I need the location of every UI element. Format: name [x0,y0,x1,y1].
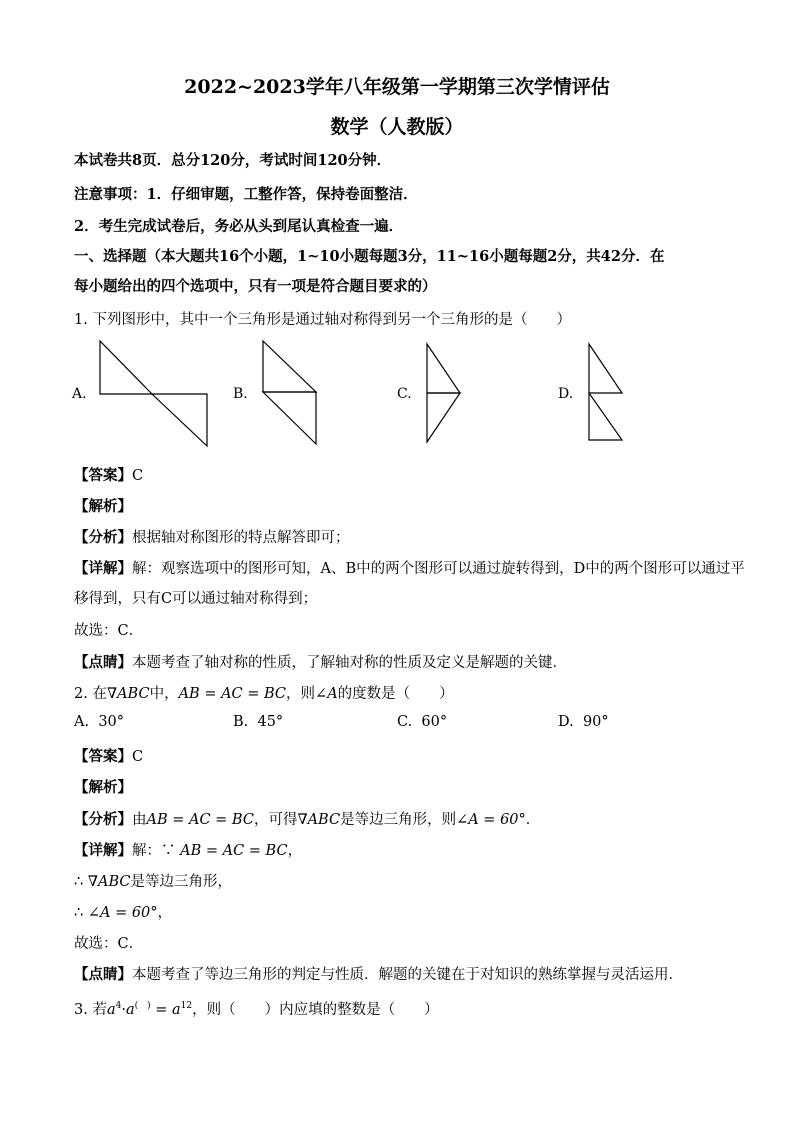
section-heading-2: 每小题给出的四个选项中，只有一项是符合题目要求的） [74,278,437,295]
fenxi-text: 根据轴对称图形的特点解答即可； [132,530,350,546]
q2-fenxi [74,808,540,829]
fenxi-a: 由 [132,812,147,828]
q1-c-triangle-bottom [427,393,460,442]
therefore-symbol: ∴ [74,905,88,921]
option-value: 45° [257,714,284,730]
xiangjie-equation: AB = AC = BC [180,843,288,859]
dianjing-text: 本题考查了等边三角形的判定与性质．解题的关键在于对知识的熟练掌握与灵活运用． [132,967,683,983]
q1-figure-a [100,340,210,448]
q3-dot: · [121,1002,126,1018]
section-heading-1: 一、选择题（本大题共16个小题，1~10小题每题3分，11~16小题每题2分，共42分．在 [74,248,665,265]
q1-b-triangle-top [263,341,316,392]
fenxi-tag: 【分析】 [74,529,132,546]
q1-xiangjie-1 [74,557,745,578]
fenxi-d: ． [525,812,541,828]
answer-tag: 【答案】 [74,467,132,484]
option-value: 90° [582,714,609,730]
q2-stem-end: 的度数是（ ） [337,686,454,702]
q2-triangle-symbol: ∇ABC [106,686,150,702]
option-label: B. [233,714,249,730]
q3-base-3: a [172,1002,181,1018]
q1-d-triangle-top [589,344,622,393]
q2-equation: AB = AC = BC [178,686,287,702]
q3-base-1: a [106,1002,116,1018]
step-text: ， [157,905,173,921]
q3-exp-2: ( ) [134,1001,151,1012]
q2-xiangjie [74,839,302,860]
option-label: D. [558,714,574,730]
q3-stem-a: 3. 若 [74,1002,107,1018]
dianjing-tag: 【点睛】 [74,966,132,983]
fenxi-b: ，可得 [253,812,298,828]
q2-step-1 [74,870,232,891]
q3-stem [74,998,439,1019]
q1-dianjing [74,651,567,672]
q2-option-d [558,714,609,730]
q1-d-triangle-bottom [589,393,622,440]
q1-c-triangle-top [427,344,460,393]
dianjing-tag: 【点睛】 [74,654,132,671]
q2-option-a [74,714,124,730]
q2-answer [74,745,143,766]
option-label: A. [74,714,90,730]
option-value: 60° [421,714,448,730]
fenxi-tag: 【分析】 [74,811,132,828]
dianjing-text: 本题考查了轴对称的性质，了解轴对称的性质及定义是解题的关键． [132,655,567,671]
q1-figure-b [262,340,320,448]
q1-a-triangle-right [152,394,207,446]
q1-analysis-tag: 【解析】 [74,498,132,515]
answer-tag: 【答案】 [74,748,132,765]
q1-option-c-label: C. [397,386,412,402]
fenxi-angle: ∠A = 60° [456,812,526,828]
q2-dianjing [74,963,683,984]
q1-xiangjie-2: 移得到，只有C可以通过轴对称得到； [74,591,318,607]
step-triangle: ∇ABC [87,874,131,890]
fenxi-c: 是等边三角形，则 [340,812,457,828]
q3-exp-1: 4 [115,1001,122,1012]
q1-figure-d [588,343,626,443]
step-text: 是等边三角形， [130,874,232,890]
xiangjie-tag: 【详解】 [74,560,132,577]
answer-value: C [132,468,144,484]
q2-step-2 [74,901,172,922]
q3-equals: = [150,1002,173,1018]
q1-b-triangle-bottom [263,392,316,444]
q1-option-a-label: A. [72,386,87,402]
q3-exp-3: 12 [180,1001,193,1012]
q1-a-triangle-left [100,341,152,394]
q2-guxuan: 故选：C． [74,936,144,952]
q1-figure-c [426,343,464,445]
step-angle: ∠A = 60° [87,905,158,921]
intro-line-3: 2．考生完成试卷后，务必从头到尾认真检查一遍． [74,218,404,235]
xiangjie-a: 解：∵ [132,843,181,859]
q2-angle-var: A [327,686,338,702]
fenxi-equation: AB = AC = BC [146,812,254,828]
intro-notice: 注意事项：1．仔细审题，工整作答，保持卷面整洁． [74,186,418,203]
option-label: C. [397,714,413,730]
page-title: 2022~2023学年八年级第一学期第三次学情评估 [184,76,610,98]
q1-fenxi [74,526,350,547]
q2-option-c [397,714,447,730]
fenxi-triangle: ∇ABC [297,812,341,828]
intro-line-1: 本试卷共8页．总分120分，考试时间120分钟． [74,152,392,169]
page-subtitle: 数学（人教版） [330,116,464,138]
q2-option-b [233,714,283,730]
q1-guxuan: 故选：C． [74,623,144,639]
xiangjie-text: 解：观察选项中的图形可知，A、B中的两个图形可以通过旋转得到，D中的两个图形可以通过平 [132,561,745,577]
q2-stem-prefix: 2. 在 [74,686,107,702]
q2-stem-mid: 中， [149,686,179,702]
xiangjie-b: ， [287,843,303,859]
q2-stem-suffix: ，则∠ [286,686,328,702]
q3-stem-b: ，则（ ）内应填的整数是（ ） [192,1002,439,1018]
q1-answer [74,464,143,485]
q1-option-b-label: B. [233,386,248,402]
q2-stem [74,682,454,703]
option-value: 30° [98,714,125,730]
answer-value: C [132,749,144,765]
q1-stem: 1. 下列图形中，其中一个三角形是通过轴对称得到另一个三角形的是（ ） [74,312,571,328]
xiangjie-tag: 【详解】 [74,842,132,859]
therefore-symbol: ∴ [74,874,88,890]
q2-analysis-tag: 【解析】 [74,779,132,796]
q3-base-2: a [125,1002,135,1018]
q1-option-d-label: D. [558,386,574,402]
